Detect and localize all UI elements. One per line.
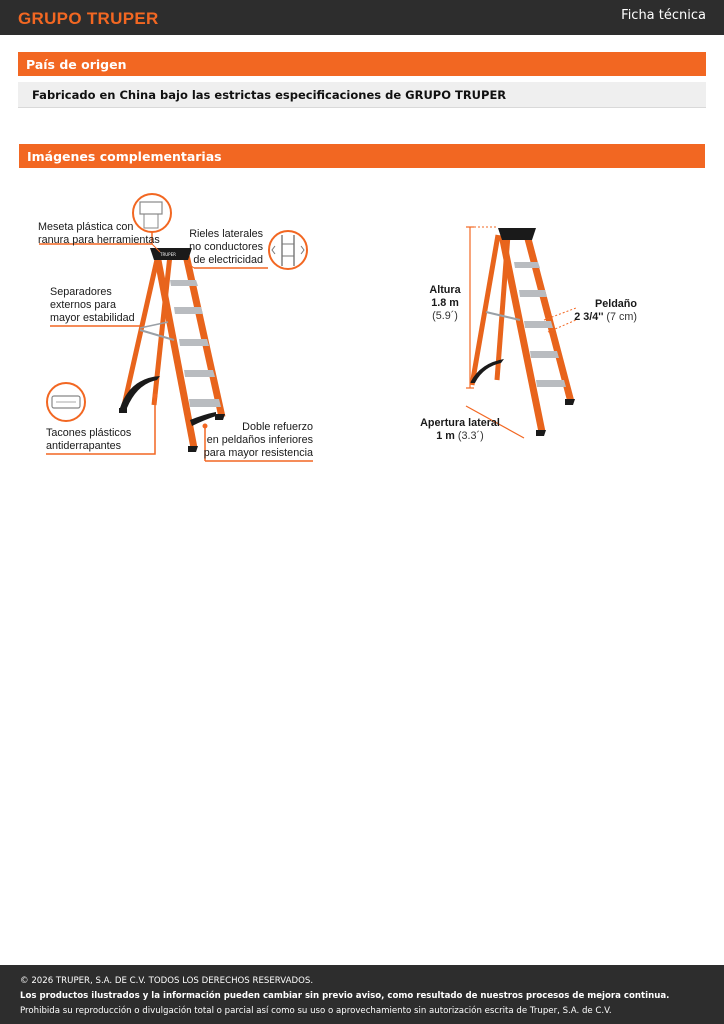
- step-dimension: Peldaño 2 3/4'' (7 cm): [574, 298, 637, 323]
- images-section-header: Imágenes complementarias: [19, 144, 705, 168]
- spread-dimension: Apertura lateral 1 m (3.3´): [420, 417, 500, 442]
- footer-notice: Los productos ilustrados y la información pueden cambiar sin previo aviso, como resultado de nuestros procesos de mejora continua.: [20, 991, 670, 1001]
- feature-label-reinforcement: Doble refuerzo en peldaños inferiores para mayor resistencia: [203, 421, 313, 459]
- feature-label-feet: Tacones plásticos antiderrapantes: [46, 427, 132, 452]
- feature-label-spreaders: Separadores externos para mayor estabilidad: [50, 286, 135, 324]
- origin-section-header: País de origen: [18, 52, 706, 76]
- origin-text: Fabricado en China bajo las estrictas especificaciones de GRUPO TRUPER: [18, 82, 706, 108]
- top-bar: [0, 0, 724, 35]
- feature-label-rails: Rieles laterales no conductores de electricidad: [189, 228, 263, 266]
- footer: [0, 965, 724, 1024]
- height-dimension: Altura 1.8 m (5.9´): [429, 284, 461, 322]
- document-type: Ficha técnica: [621, 8, 706, 23]
- footer-prohibition: Prohibida su reproducción o divulgación total o parcial así como su uso o aprovechamiento sin autorización escrita de Truper, S.A. de C.V.: [20, 1006, 612, 1016]
- ladder-brand-label: TRUPER: [160, 252, 176, 257]
- ladder-dimensions-illustration: [362, 180, 702, 480]
- ladder-dimensions-figure: [362, 180, 702, 480]
- ladder-features-figure: [0, 180, 362, 480]
- footer-copyright: © 2026 TRUPER, S.A. DE C.V. TODOS LOS DERECHOS RESERVADOS.: [20, 976, 314, 986]
- truper-logo: GRUPO TRUPER: [18, 9, 159, 28]
- feature-label-platform: Meseta plástica con ranura para herramientas: [38, 221, 160, 246]
